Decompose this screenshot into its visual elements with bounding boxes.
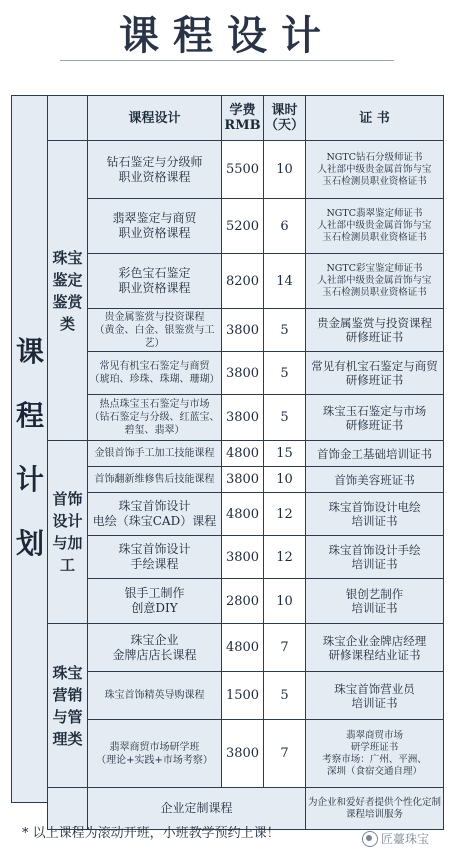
days-cell: 10: [264, 467, 306, 493]
fee-cell: 3800: [222, 467, 264, 493]
course-cell: 翡翠商贸市场研学班 （理论+实践+市场考察）: [88, 720, 222, 788]
header-cert: 证 书: [306, 96, 444, 141]
page-title: 课程设计: [119, 12, 335, 59]
course-cell: 贵金属鉴赏与投资课程 （黄金、白金、银鉴赏与工艺）: [88, 309, 222, 352]
course-cell: 热点珠宝玉石鉴定与市场 （钻石鉴定与分级、红蓝宝、 碧玺、翡翠）: [88, 395, 222, 441]
plan-label: [11, 95, 49, 801]
days-cell: 10: [264, 141, 306, 199]
footer-note: * 以上课程为滚动开班，小班教学预约上课！: [22, 826, 280, 841]
course-cell: 珠宝企业 金牌店店长课程: [88, 624, 222, 672]
table-row: [48, 720, 444, 788]
table-header-row: [48, 96, 444, 141]
fee-cell: 4800: [222, 624, 264, 672]
days-cell: 5: [264, 395, 306, 441]
table-row: [48, 493, 444, 536]
fee-cell: 3800: [222, 720, 264, 788]
plan-char: 划: [15, 527, 44, 560]
cert-cell: 珠宝玉石鉴定与市场 研修班证书: [306, 395, 444, 441]
fee-cell: 3800: [222, 309, 264, 352]
cert-cell: 珠宝首饰设计手绘 培训证书: [306, 536, 444, 579]
course-table: [47, 95, 444, 830]
fee-cell: 4800: [222, 441, 264, 467]
days-cell: 12: [264, 493, 306, 536]
cert-cell: NGTC翡翠鉴定师证书 人社部中级贵金属首饰与宝 玉石检测员职业资格证书: [306, 199, 444, 254]
fee-cell: 8200: [222, 254, 264, 309]
days-cell: 5: [264, 309, 306, 352]
table-row: [48, 352, 444, 395]
days-cell: 7: [264, 720, 306, 788]
header-fee: 学费 RMB: [222, 96, 264, 141]
course-cell: 珠宝首饰设计 电绘（珠宝CAD）课程: [88, 493, 222, 536]
table-row: [48, 309, 444, 352]
course-cell: 珠宝首饰精英导购课程: [88, 672, 222, 720]
custom-course-cell: 企业定制课程: [88, 788, 306, 830]
watermark: [362, 830, 429, 847]
fee-cell: 3800: [222, 536, 264, 579]
title-underline: [60, 60, 394, 61]
cert-cell: 珠宝企业金牌店经理 研修课程结业证书: [306, 624, 444, 672]
fee-cell: 2800: [222, 579, 264, 624]
wechat-logo-icon: [362, 831, 378, 847]
course-cell: 钻石鉴定与分级师 职业资格课程: [88, 141, 222, 199]
cert-cell: NGTC钻石分级师证书 人社部中级贵金属首饰与宝 玉石检测员职业资格证书: [306, 141, 444, 199]
table-row: [48, 199, 444, 254]
days-cell: 7: [264, 624, 306, 672]
table-row: [48, 441, 444, 467]
fee-cell: 3800: [222, 395, 264, 441]
watermark-text: 匠薹珠宝: [381, 832, 430, 846]
cert-cell: 贵金属鉴赏与投资课程 研修班证书: [306, 309, 444, 352]
days-cell: 15: [264, 441, 306, 467]
category-cell-appraisal: 珠宝 鉴定 鉴赏 类: [48, 141, 88, 441]
fee-cell: 5500: [222, 141, 264, 199]
days-cell: 14: [264, 254, 306, 309]
table-row: [48, 624, 444, 672]
category-cell-design: 首饰 设计 与加 工: [48, 441, 88, 624]
table-row: [48, 467, 444, 493]
course-cell: 金银首饰手工加工技能课程: [88, 441, 222, 467]
days-cell: 12: [264, 536, 306, 579]
days-cell: 5: [264, 672, 306, 720]
fee-cell: 5200: [222, 199, 264, 254]
course-cell: 银手工制作 创意DIY: [88, 579, 222, 624]
cert-cell: NGTC彩宝鉴定师证书 人社部中级贵金属首饰与宝 玉石检测员职业资格证书: [306, 254, 444, 309]
custom-cert-cell: 为企业和爱好者提供个性化定制课程培训服务: [306, 788, 444, 830]
days-cell: 10: [264, 579, 306, 624]
table-row: [48, 536, 444, 579]
header-empty: [48, 96, 88, 141]
plan-char: 课: [15, 335, 44, 368]
header-hours: 课时 （天）: [264, 96, 306, 141]
days-cell: 5: [264, 352, 306, 395]
category-cell-marketing: 珠宝 营销 与管 理类: [48, 624, 88, 788]
plan-char: 程: [15, 399, 44, 432]
plan-char: 计: [15, 463, 44, 496]
cert-cell: 珠宝首饰设计电绘 培训证书: [306, 493, 444, 536]
cert-cell: 首饰金工基础培训证书: [306, 441, 444, 467]
cert-cell: 常见有机宝石鉴定与商贸 研修班证书: [306, 352, 444, 395]
course-cell: 首饰翻新维修售后技能课程: [88, 467, 222, 493]
table-row: [48, 579, 444, 624]
fee-cell: 4800: [222, 493, 264, 536]
course-cell: 珠宝首饰设计 手绘课程: [88, 536, 222, 579]
table-row: [48, 254, 444, 309]
table-row: [48, 141, 444, 199]
table-row: [48, 672, 444, 720]
cert-cell: 珠宝首饰营业员 培训证书: [306, 672, 444, 720]
days-cell: 6: [264, 199, 306, 254]
cert-cell: 首饰美容班证书: [306, 467, 444, 493]
cert-cell: 翡翠商贸市场 研学班证书 考察市场：广州、平洲、 深圳（食宿交通自理）: [306, 720, 444, 788]
fee-cell: 1500: [222, 672, 264, 720]
course-cell: 彩色宝石鉴定 职业资格课程: [88, 254, 222, 309]
course-cell: 翡翠鉴定与商贸 职业资格课程: [88, 199, 222, 254]
header-course: 课程设计: [88, 96, 222, 141]
cert-cell: 银创艺制作 培训证书: [306, 579, 444, 624]
course-cell: 常见有机宝石鉴定与商贸 （琥珀、珍珠、珠瑚、珊瑚）: [88, 352, 222, 395]
table-row: [48, 395, 444, 441]
fee-cell: 3800: [222, 352, 264, 395]
